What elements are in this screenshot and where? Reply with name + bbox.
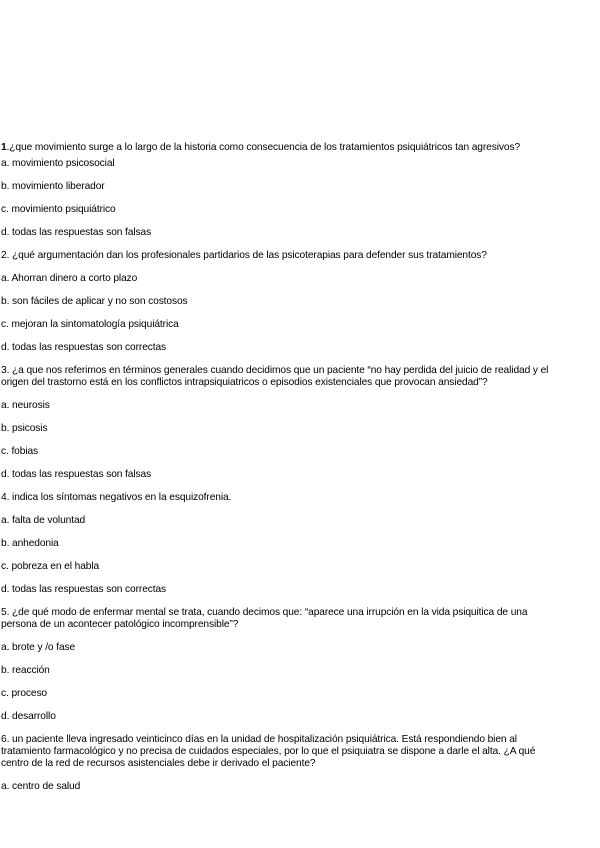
- option-4d: d. todas las respuestas son correctas: [1, 584, 167, 595]
- option-3b: b. psicosis: [1, 423, 48, 434]
- option-1a: a. movimiento psicosocial: [1, 158, 115, 169]
- option-3a: a. neurosis: [1, 400, 50, 411]
- option-3d: d. todas las respuestas son falsas: [1, 469, 152, 480]
- option-4b: b. anhedonia: [1, 538, 59, 549]
- question-1: [1, 142, 561, 154]
- option-2b: b. son fáciles de aplicar y no son costosos: [1, 296, 188, 307]
- question-6: 6. un paciente lleva ingresado veinticinco días en la unidad de hospitalización psiquiátrica. Está respondiendo bien al tratamiento farmacológico y no precisa de cuidados especiales, por lo que el psiquiatra se dispone a darle el alta. ¿A qué centro de la red de recursos asistenciales debe ir derivado el paciente?: [1, 734, 536, 769]
- option-1c: c. movimiento psiquiátrico: [1, 204, 116, 215]
- question-number: 1: [1, 142, 7, 153]
- option-5c: c. proceso: [1, 688, 47, 699]
- option-1b: b. movimiento liberador: [1, 181, 105, 192]
- option-1d: d. todas las respuestas son falsas: [1, 227, 152, 238]
- question-text: .¿que movimiento surge a lo largo de la historia como consecuencia de los tratamientos psiquiátricos tan agresivos?: [6, 142, 521, 153]
- option-6a: a. centro de salud: [1, 781, 81, 792]
- option-5a: a. brote y /o fase: [1, 642, 76, 653]
- question-2: 2. ¿qué argumentación dan los profesionales partidarios de las psicoterapias para defender sus tratamientos?: [1, 250, 487, 261]
- question-4: 4. indica los síntomas negativos en la esquizofrenia.: [1, 492, 232, 503]
- option-4a: a. falta de voluntad: [1, 515, 86, 526]
- option-2d: d. todas las respuestas son correctas: [1, 342, 167, 353]
- option-4c: c. pobreza en el habla: [1, 561, 100, 572]
- question-5: 5. ¿de qué modo de enfermar mental se trata, cuando decimos que: “aparece una irrupción en la vida psiquitica de una persona de un acontecer patológico incomprensible”?: [1, 607, 528, 630]
- option-5d: d. desarrollo: [1, 711, 56, 722]
- option-2c: c. mejoran la sintomatología psiquiátrica: [1, 319, 179, 330]
- option-3c: c. fobias: [1, 446, 39, 457]
- option-2a: a. Ahorran dinero a corto plazo: [1, 273, 138, 284]
- option-5b: b. reacción: [1, 665, 50, 676]
- question-3: 3. ¿a que nos referimos en términos generales cuando decidimos que un paciente “no hay perdida del juicio de realidad y el origen del trastorno está en los conflictos intrapsiquiatricos o episodios existenciales que provocan ansiedad”?: [1, 365, 549, 388]
- exam-document: [1, 142, 561, 793]
